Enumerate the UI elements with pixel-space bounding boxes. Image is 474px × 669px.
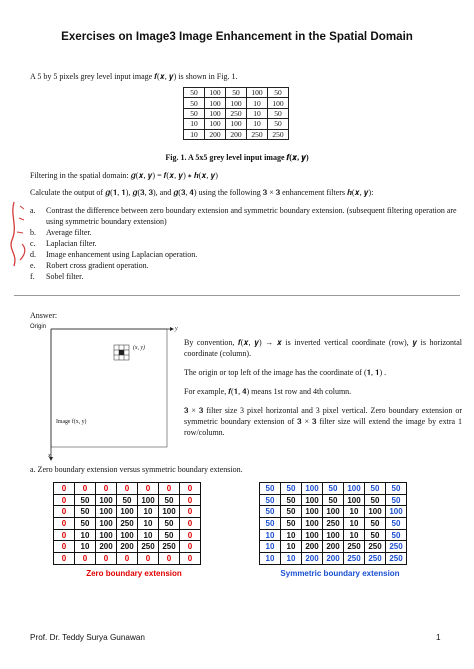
table-cell: 250 xyxy=(344,553,365,565)
table-cell: 50 xyxy=(159,494,180,506)
task-list xyxy=(30,205,462,282)
table-row xyxy=(184,88,289,98)
table-cell: 200 xyxy=(323,553,344,565)
table-cell: 50 xyxy=(226,88,247,98)
table-cell: 200 xyxy=(117,541,138,553)
list-marker: c. xyxy=(30,239,36,248)
table-cell: 0 xyxy=(180,553,201,565)
table-cell: 100 xyxy=(365,506,386,518)
table-cell: 0 xyxy=(180,494,201,506)
table-cell: 0 xyxy=(75,483,96,495)
table-cell: 50 xyxy=(365,518,386,530)
table-cell: 0 xyxy=(54,553,75,565)
list-marker: e. xyxy=(30,261,36,270)
table-cell: 0 xyxy=(180,541,201,553)
table-cell: 100 xyxy=(323,506,344,518)
table-cell: 100 xyxy=(302,506,323,518)
table-cell: 250 xyxy=(323,518,344,530)
zero-extension-table xyxy=(53,482,201,565)
table-cell: 50 xyxy=(323,483,344,495)
list-item xyxy=(30,260,462,271)
table-cell: 0 xyxy=(138,553,159,565)
page-title: Exercises on Image3 Image Enhancement in the Spatial Domain xyxy=(61,30,413,43)
table-cell: 200 xyxy=(205,129,226,139)
table-cell: 200 xyxy=(323,541,344,553)
table-cell: 0 xyxy=(54,494,75,506)
table-cell: 0 xyxy=(180,518,201,530)
table-row xyxy=(54,541,201,553)
footer-page-number: 1 xyxy=(436,633,441,642)
table-cell: 100 xyxy=(205,119,226,129)
origin-text: The origin or top left of the image has the coordinate of (𝟏, 𝟏) . xyxy=(184,368,387,377)
table-cell: 50 xyxy=(75,518,96,530)
table-row xyxy=(54,506,201,518)
table-cell: 50 xyxy=(281,494,302,506)
figure-caption: Fig. 1. A 5x5 grey level input image 𝒇(𝒙, 𝒚) xyxy=(165,153,309,162)
table-cell: 0 xyxy=(54,518,75,530)
table-cell: 0 xyxy=(54,483,75,495)
footer-author: Prof. Dr. Teddy Surya Gunawan xyxy=(30,633,145,642)
list-item xyxy=(30,227,462,238)
list-item xyxy=(30,249,462,260)
coordinate-diagram xyxy=(30,323,180,463)
pixel-label: (x, y) xyxy=(133,345,145,351)
table-cell: 0 xyxy=(54,506,75,518)
table-cell: 50 xyxy=(268,108,289,118)
table-row xyxy=(260,506,407,518)
table-cell: 100 xyxy=(226,98,247,108)
table-cell: 10 xyxy=(260,541,281,553)
symmetric-extension-table xyxy=(259,482,407,565)
table-cell: 10 xyxy=(344,518,365,530)
table-cell: 50 xyxy=(386,494,407,506)
table-cell: 50 xyxy=(260,518,281,530)
section-a-heading: a. Zero boundary extension versus symmetric boundary extension. xyxy=(30,465,243,474)
handwritten-annotation-icon xyxy=(4,196,32,276)
table-cell: 50 xyxy=(365,483,386,495)
table-row xyxy=(260,541,407,553)
table-cell: 100 xyxy=(344,494,365,506)
table-cell: 10 xyxy=(260,529,281,541)
table-row xyxy=(184,108,289,118)
table-cell: 0 xyxy=(138,483,159,495)
table-cell: 250 xyxy=(365,541,386,553)
table-cell: 50 xyxy=(159,529,180,541)
table-cell: 50 xyxy=(184,108,205,118)
table-cell: 200 xyxy=(226,129,247,139)
table-row xyxy=(54,553,201,565)
table-cell: 100 xyxy=(302,518,323,530)
table-cell: 0 xyxy=(54,529,75,541)
filter-size-text: 𝟑 × 𝟑 filter size 3 pixel horizontal and 3 pixel vertical. Zero boundary extension or symmetric boundary extension of 𝟑 × 𝟑 filter size will extend the image by extra 1 row/column. xyxy=(184,406,462,437)
table-cell: 250 xyxy=(226,108,247,118)
list-item xyxy=(30,205,462,227)
table-cell: 250 xyxy=(386,553,407,565)
table-cell: 0 xyxy=(180,529,201,541)
table-cell: 50 xyxy=(75,494,96,506)
example-text: For example, 𝒇(𝟏, 𝟒) means 1st row and 4th column. xyxy=(184,387,352,396)
table-cell: 50 xyxy=(268,88,289,98)
list-item-text: Image enhancement using Laplacian operation. xyxy=(46,250,198,259)
table-cell: 50 xyxy=(386,518,407,530)
table-cell: 100 xyxy=(302,483,323,495)
zero-extension-caption: Zero boundary extension xyxy=(86,569,182,578)
table-row xyxy=(54,494,201,506)
filtering-text: Filtering in the spatial domain: 𝒈(𝒙, 𝒚) = 𝒇(𝒙, 𝒚) ∗ 𝒉(𝒙, 𝒚) xyxy=(30,171,218,180)
table-cell: 50 xyxy=(386,483,407,495)
table-row xyxy=(54,529,201,541)
list-item-text: Sobel filter. xyxy=(46,272,84,281)
table-cell: 100 xyxy=(205,108,226,118)
table-cell: 50 xyxy=(365,529,386,541)
table-cell: 100 xyxy=(302,529,323,541)
table-cell: 50 xyxy=(260,506,281,518)
table-row xyxy=(54,483,201,495)
table-cell: 10 xyxy=(281,541,302,553)
table-cell: 10 xyxy=(344,529,365,541)
table-cell: 250 xyxy=(365,553,386,565)
table-cell: 10 xyxy=(247,119,268,129)
table-cell: 100 xyxy=(247,88,268,98)
table-cell: 100 xyxy=(117,529,138,541)
table-cell: 50 xyxy=(386,529,407,541)
table-cell: 0 xyxy=(96,483,117,495)
table-cell: 100 xyxy=(117,506,138,518)
table-cell: 0 xyxy=(75,553,96,565)
table-cell: 200 xyxy=(302,553,323,565)
table-cell: 250 xyxy=(247,129,268,139)
y-axis-label: y xyxy=(175,326,178,332)
table-cell: 50 xyxy=(281,506,302,518)
table-row xyxy=(184,129,289,139)
table-row xyxy=(184,119,289,129)
list-item xyxy=(30,238,462,249)
table-cell: 250 xyxy=(344,541,365,553)
table-cell: 100 xyxy=(96,529,117,541)
list-item-text: Robert cross gradient operation. xyxy=(46,261,149,270)
table-cell: 10 xyxy=(75,541,96,553)
table-cell: 10 xyxy=(281,529,302,541)
table-cell: 50 xyxy=(75,506,96,518)
table-cell: 100 xyxy=(96,506,117,518)
table-cell: 10 xyxy=(184,129,205,139)
intro-text: A 5 by 5 pixels grey level input image 𝒇(𝒙, 𝒚) is shown in Fig. 1. xyxy=(30,72,238,81)
table-cell: 10 xyxy=(138,518,159,530)
table-cell: 10 xyxy=(184,119,205,129)
list-item-text: Laplacian filter. xyxy=(46,239,97,248)
table-cell: 50 xyxy=(260,494,281,506)
list-marker: f. xyxy=(30,272,35,281)
table-cell: 0 xyxy=(96,553,117,565)
table-cell: 50 xyxy=(159,518,180,530)
table-cell: 100 xyxy=(138,494,159,506)
table-cell: 250 xyxy=(386,541,407,553)
table-cell: 10 xyxy=(247,108,268,118)
table-cell: 50 xyxy=(281,518,302,530)
image-label: Image f(x, y) xyxy=(56,419,87,425)
list-marker: a. xyxy=(30,206,36,215)
table-row xyxy=(260,518,407,530)
table-cell: 100 xyxy=(96,494,117,506)
list-marker: b. xyxy=(30,228,36,237)
answer-label: Answer: xyxy=(30,311,58,320)
table-cell: 0 xyxy=(180,506,201,518)
table-cell: 10 xyxy=(138,529,159,541)
list-marker: d. xyxy=(30,250,36,259)
table-cell: 0 xyxy=(117,553,138,565)
table-cell: 200 xyxy=(96,541,117,553)
explanation xyxy=(184,337,462,438)
table-cell: 10 xyxy=(138,506,159,518)
table-cell: 100 xyxy=(302,494,323,506)
table-cell: 250 xyxy=(138,541,159,553)
table-cell: 50 xyxy=(260,483,281,495)
table-cell: 10 xyxy=(281,553,302,565)
table-cell: 10 xyxy=(260,553,281,565)
table-cell: 50 xyxy=(117,494,138,506)
table-cell: 0 xyxy=(54,541,75,553)
table-cell: 100 xyxy=(205,88,226,98)
table-row xyxy=(260,494,407,506)
table-cell: 10 xyxy=(75,529,96,541)
table-row xyxy=(260,529,407,541)
section-divider xyxy=(14,295,460,296)
table-cell: 100 xyxy=(226,119,247,129)
table-cell: 200 xyxy=(302,541,323,553)
table-cell: 50 xyxy=(323,494,344,506)
table-cell: 100 xyxy=(96,518,117,530)
table-cell: 100 xyxy=(386,506,407,518)
origin-label: Origin xyxy=(30,324,47,330)
x-axis-label: x xyxy=(48,453,51,459)
symmetric-extension-caption: Symmetric boundary extension xyxy=(280,569,400,578)
table-row xyxy=(260,483,407,495)
convention-text: By convention, 𝒇(𝒙, 𝒚) → 𝒙 is inverted vertical coordinate (row), 𝒚 is horizontal coordinate (column). xyxy=(184,338,462,358)
list-item xyxy=(30,271,462,282)
table-cell: 50 xyxy=(184,98,205,108)
table-cell: 0 xyxy=(117,483,138,495)
calculate-text: Calculate the output of 𝒈(𝟏, 𝟏), 𝒈(𝟑, 𝟑), and 𝒈(𝟑, 𝟒) using the following 𝟑 × 𝟑 enhancement filters 𝒉(𝒙, 𝒚): xyxy=(30,188,374,197)
table-cell: 250 xyxy=(159,541,180,553)
table-cell: 250 xyxy=(268,129,289,139)
input-image-table xyxy=(183,87,289,140)
table-cell: 10 xyxy=(344,506,365,518)
list-item-text: Average filter. xyxy=(46,228,92,237)
table-cell: 100 xyxy=(323,529,344,541)
table-cell: 50 xyxy=(268,119,289,129)
table-row xyxy=(260,553,407,565)
list-item-text: Contrast the difference between zero boundary extension and symmetric boundary extension. (subsequent filtering operation are using symmetric boundary extension) xyxy=(46,206,457,226)
table-cell: 50 xyxy=(184,88,205,98)
table-cell: 0 xyxy=(159,553,180,565)
table-row xyxy=(184,98,289,108)
table-cell: 100 xyxy=(159,506,180,518)
table-row xyxy=(54,518,201,530)
table-cell: 0 xyxy=(159,483,180,495)
table-cell: 100 xyxy=(205,98,226,108)
table-cell: 0 xyxy=(180,483,201,495)
axes-diagram xyxy=(30,323,180,463)
table-cell: 50 xyxy=(281,483,302,495)
table-cell: 10 xyxy=(247,98,268,108)
table-cell: 100 xyxy=(344,483,365,495)
table-cell: 100 xyxy=(268,98,289,108)
table-cell: 250 xyxy=(117,518,138,530)
table-cell: 50 xyxy=(365,494,386,506)
